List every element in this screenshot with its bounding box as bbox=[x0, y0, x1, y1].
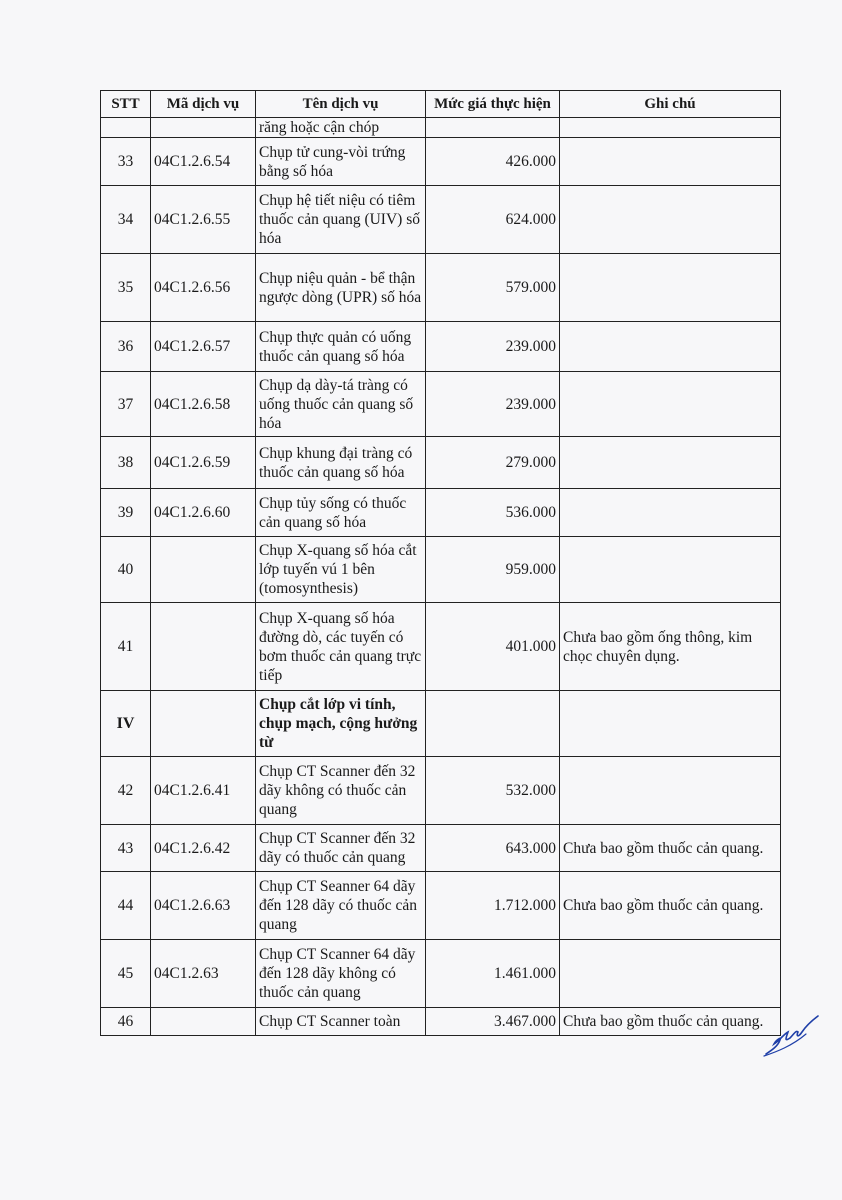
cell-stt: 38 bbox=[101, 437, 151, 489]
table-row bbox=[101, 537, 781, 603]
cell-note bbox=[560, 118, 781, 138]
cell-code bbox=[151, 118, 256, 138]
cell-code: 04C1.2.6.58 bbox=[151, 372, 256, 437]
cell-stt: 46 bbox=[101, 1008, 151, 1036]
cell-stt: IV bbox=[101, 691, 151, 757]
cell-note bbox=[560, 437, 781, 489]
cell-price: 239.000 bbox=[426, 322, 560, 372]
table-row bbox=[101, 603, 781, 691]
cell-note bbox=[560, 186, 781, 254]
table-row bbox=[101, 186, 781, 254]
cell-price bbox=[426, 118, 560, 138]
cell-stt: 41 bbox=[101, 603, 151, 691]
cell-price: 239.000 bbox=[426, 372, 560, 437]
section-row bbox=[101, 691, 781, 757]
cell-stt: 40 bbox=[101, 537, 151, 603]
cell-service-name: Chụp hệ tiết niệu có tiêm thuốc cản quang (UIV) số hóa bbox=[256, 186, 426, 254]
cell-stt bbox=[101, 118, 151, 138]
table-row bbox=[101, 118, 781, 138]
cell-note bbox=[560, 489, 781, 537]
cell-stt: 35 bbox=[101, 254, 151, 322]
cell-stt: 43 bbox=[101, 825, 151, 872]
cell-code: 04C1.2.6.55 bbox=[151, 186, 256, 254]
cell-stt: 36 bbox=[101, 322, 151, 372]
cell-service-name: Chụp thực quản có uống thuốc cản quang số hóa bbox=[256, 322, 426, 372]
table-row bbox=[101, 1008, 781, 1036]
cell-price: 1.461.000 bbox=[426, 940, 560, 1008]
cell-stt: 39 bbox=[101, 489, 151, 537]
cell-code: 04C1.2.6.60 bbox=[151, 489, 256, 537]
cell-service-name: Chụp X-quang số hóa cắt lớp tuyến vú 1 bên (tomosynthesis) bbox=[256, 537, 426, 603]
cell-note: Chưa bao gồm thuốc cản quang. bbox=[560, 825, 781, 872]
cell-service-name: Chụp CT Scanner đến 32 dãy có thuốc cản quang bbox=[256, 825, 426, 872]
cell-price: 532.000 bbox=[426, 757, 560, 825]
cell-service-name: Chụp tủy sống có thuốc cản quang số hóa bbox=[256, 489, 426, 537]
cell-price: 3.467.000 bbox=[426, 1008, 560, 1036]
header-note: Ghi chú bbox=[560, 91, 781, 118]
cell-stt: 44 bbox=[101, 872, 151, 940]
cell-price: 536.000 bbox=[426, 489, 560, 537]
cell-note bbox=[560, 322, 781, 372]
table-row bbox=[101, 437, 781, 489]
cell-stt: 34 bbox=[101, 186, 151, 254]
table-header-row bbox=[101, 91, 781, 118]
cell-stt: 45 bbox=[101, 940, 151, 1008]
cell-note: Chưa bao gồm thuốc cản quang. bbox=[560, 872, 781, 940]
cell-price: 959.000 bbox=[426, 537, 560, 603]
cell-code: 04C1.2.6.41 bbox=[151, 757, 256, 825]
cell-code: 04C1.2.6.54 bbox=[151, 138, 256, 186]
cell-note bbox=[560, 691, 781, 757]
cell-code: 04C1.2.6.59 bbox=[151, 437, 256, 489]
cell-note bbox=[560, 138, 781, 186]
cell-service-name: răng hoặc cận chóp bbox=[256, 118, 426, 138]
table-row bbox=[101, 489, 781, 537]
cell-note bbox=[560, 940, 781, 1008]
table-row bbox=[101, 825, 781, 872]
cell-service-name: Chụp CT Scanner toàn bbox=[256, 1008, 426, 1036]
cell-code bbox=[151, 1008, 256, 1036]
header-name: Tên dịch vụ bbox=[256, 91, 426, 118]
table-body bbox=[101, 118, 781, 1036]
price-table bbox=[100, 90, 781, 1036]
cell-service-name: Chụp CT Seanner 64 dãy đến 128 dãy có thuốc cản quang bbox=[256, 872, 426, 940]
cell-note: Chưa bao gồm ống thông, kim chọc chuyên dụng. bbox=[560, 603, 781, 691]
cell-price: 1.712.000 bbox=[426, 872, 560, 940]
cell-service-name: Chụp X-quang số hóa đường dò, các tuyến có bơm thuốc cản quang trực tiếp bbox=[256, 603, 426, 691]
cell-note bbox=[560, 757, 781, 825]
cell-price bbox=[426, 691, 560, 757]
cell-code bbox=[151, 603, 256, 691]
cell-code: 04C1.2.6.63 bbox=[151, 872, 256, 940]
cell-service-name: Chụp cắt lớp vi tính, chụp mạch, cộng hưởng từ bbox=[256, 691, 426, 757]
table-row bbox=[101, 940, 781, 1008]
cell-note bbox=[560, 537, 781, 603]
table-row bbox=[101, 138, 781, 186]
cell-note bbox=[560, 372, 781, 437]
cell-price: 426.000 bbox=[426, 138, 560, 186]
cell-note bbox=[560, 254, 781, 322]
cell-price: 401.000 bbox=[426, 603, 560, 691]
table-row bbox=[101, 372, 781, 437]
cell-code: 04C1.2.6.42 bbox=[151, 825, 256, 872]
cell-price: 279.000 bbox=[426, 437, 560, 489]
cell-code: 04C1.2.6.56 bbox=[151, 254, 256, 322]
cell-service-name: Chụp khung đại tràng có thuốc cản quang số hóa bbox=[256, 437, 426, 489]
header-code: Mã dịch vụ bbox=[151, 91, 256, 118]
table-row bbox=[101, 872, 781, 940]
cell-stt: 33 bbox=[101, 138, 151, 186]
cell-code bbox=[151, 691, 256, 757]
cell-price: 643.000 bbox=[426, 825, 560, 872]
cell-service-name: Chụp CT Scanner 64 dãy đến 128 dãy không có thuốc cản quang bbox=[256, 940, 426, 1008]
cell-price: 624.000 bbox=[426, 186, 560, 254]
cell-code bbox=[151, 537, 256, 603]
cell-stt: 37 bbox=[101, 372, 151, 437]
cell-note: Chưa bao gồm thuốc cản quang. bbox=[560, 1008, 781, 1036]
table-row bbox=[101, 322, 781, 372]
signature bbox=[762, 1010, 822, 1060]
table-row bbox=[101, 254, 781, 322]
cell-code: 04C1.2.63 bbox=[151, 940, 256, 1008]
cell-service-name: Chụp tử cung-vòi trứng bằng số hóa bbox=[256, 138, 426, 186]
cell-price: 579.000 bbox=[426, 254, 560, 322]
cell-stt: 42 bbox=[101, 757, 151, 825]
table-row bbox=[101, 757, 781, 825]
cell-service-name: Chụp CT Scanner đến 32 dãy không có thuốc cản quang bbox=[256, 757, 426, 825]
cell-service-name: Chụp dạ dày-tá tràng có uống thuốc cản quang số hóa bbox=[256, 372, 426, 437]
cell-code: 04C1.2.6.57 bbox=[151, 322, 256, 372]
header-stt: STT bbox=[101, 91, 151, 118]
header-price: Mức giá thực hiện bbox=[426, 91, 560, 118]
cell-service-name: Chụp niệu quản - bể thận ngược dòng (UPR) số hóa bbox=[256, 254, 426, 322]
